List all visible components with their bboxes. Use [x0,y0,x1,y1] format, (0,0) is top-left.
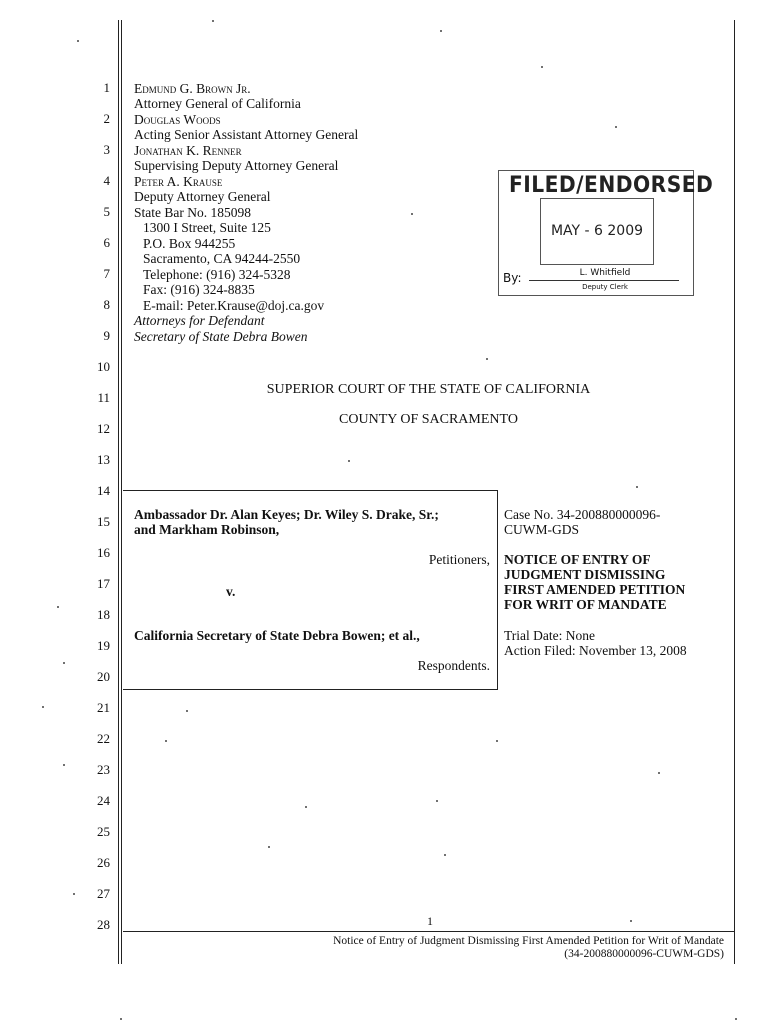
senior-attorney-title: Acting Senior Assistant Attorney General [134,127,359,142]
line-number: 1 [103,80,110,95]
address-po-box: P.O. Box 944255 [143,236,236,251]
line-number: 22 [97,731,110,746]
stamp-by-label: By: [503,271,522,285]
line-number: 10 [97,359,110,374]
line-number: 11 [97,390,110,405]
line-number: 12 [97,421,110,436]
line-number: 7 [103,266,110,281]
address-street: 1300 I Street, Suite 125 [143,220,271,235]
scan-speck [77,40,79,42]
scan-speck [735,1018,737,1020]
email: E-mail: Peter.Krause@doj.ca.gov [143,298,325,313]
scan-speck [186,710,188,712]
respondents-label: Respondents. [417,658,490,673]
footer-title: Notice of Entry of Judgment Dismissing First Amended Petition for Writ of Mandate [333,935,724,947]
line-number: 2 [103,111,110,126]
document-title: NOTICE OF ENTRY OF [504,552,651,567]
scan-speck [63,764,65,766]
scan-speck [636,486,638,488]
scan-speck [63,662,65,664]
stamp-clerk-name: L. Whitfield [579,268,631,278]
line-number: 23 [97,762,110,777]
telephone: Telephone: (916) 324-5328 [143,267,291,282]
document-title-line3: FIRST AMENDED PETITION [504,582,686,597]
line-number: 20 [97,669,110,684]
line-number: 15 [97,514,110,529]
line-number: 18 [97,607,110,622]
page-number: 1 [427,914,433,928]
scan-speck [348,460,350,462]
right-margin-rule [734,20,735,964]
scan-speck [444,854,446,856]
senior-attorney-name: Douglas Woods [134,112,221,127]
line-number: 6 [103,235,110,250]
respondents-names: California Secretary of State Debra Bowen; et al., [134,628,420,643]
line-number: 19 [97,638,110,653]
scan-speck [120,1018,122,1020]
stamp-date-box [540,198,654,265]
footer-rule [123,931,734,932]
stamp-title: FILED/ENDORSED [509,173,714,198]
scan-speck [305,806,307,808]
footer-case-ref: (34-200880000096-CUWM-GDS) [564,948,724,960]
line-number: 16 [97,545,110,560]
scan-speck [57,606,59,608]
stamp-clerk-role: Deputy Clerk [582,283,628,291]
filed-endorsed-stamp [498,170,714,296]
state-bar-number: State Bar No. 185098 [134,205,251,220]
line-number: 8 [103,297,110,312]
scan-speck [541,66,543,68]
address-city: Sacramento, CA 94244-2550 [143,251,301,266]
scan-speck [268,846,270,848]
trial-date: Trial Date: None [504,628,595,643]
deputy-attorney-name: Peter A. Krause [134,174,223,189]
petitioners-names-cont: and Markham Robinson, [134,522,280,537]
line-number: 14 [97,483,110,498]
line-number: 5 [103,204,110,219]
scan-speck [436,800,438,802]
scan-speck [615,126,617,128]
scan-speck [658,772,660,774]
attorney-general-title: Attorney General of California [134,96,301,111]
line-number: 25 [97,824,110,839]
line-number: 24 [97,793,110,808]
scan-speck [165,740,167,742]
client-name: Secretary of State Debra Bowen [134,329,308,344]
scan-speck [73,893,75,895]
petitioners-label: Petitioners, [428,552,490,567]
document-title-line2: JUDGMENT DISMISSING [504,567,666,582]
deputy-attorney-title: Deputy Attorney General [134,189,271,204]
attorneys-for-label: Attorneys for Defendant [134,313,265,328]
stamp-date: MAY - 6 2009 [550,223,644,239]
court-county: COUNTY OF SACRAMENTO [339,412,518,427]
scan-speck [440,30,442,32]
line-number: 28 [97,917,110,932]
supervising-attorney-name: Jonathan K. Renner [134,143,242,158]
petitioners-names: Ambassador Dr. Alan Keyes; Dr. Wiley S. Drake, Sr.; [134,507,439,522]
versus: v. [226,584,236,599]
case-number: Case No. 34-200880000096- [504,507,661,522]
action-filed: Action Filed: November 13, 2008 [504,643,687,658]
scan-speck [411,213,413,215]
scan-speck [496,740,498,742]
line-number: 9 [103,328,110,343]
scan-speck [212,20,214,22]
document-title-line4: FOR WRIT OF MANDATE [504,597,667,612]
scan-speck [42,706,44,708]
court-name: SUPERIOR COURT OF THE STATE OF CALIFORNIA [266,382,591,397]
case-number-cont: CUWM-GDS [504,522,580,537]
line-number: 4 [103,173,110,188]
scan-speck [486,358,488,360]
line-number: 27 [97,886,110,901]
supervising-attorney-title: Supervising Deputy Attorney General [134,158,339,173]
line-number: 13 [97,452,110,467]
stamp-signature-line [529,280,679,281]
left-margin-rule-inner [121,20,122,964]
fax: Fax: (916) 324-8835 [143,282,255,297]
line-number: 17 [97,576,110,591]
line-number: 26 [97,855,110,870]
scan-speck [630,920,632,922]
attorney-general-name: Edmund G. Brown Jr. [134,81,251,96]
line-number: 3 [103,142,110,157]
left-margin-rule [118,20,119,964]
line-number: 21 [97,700,110,715]
